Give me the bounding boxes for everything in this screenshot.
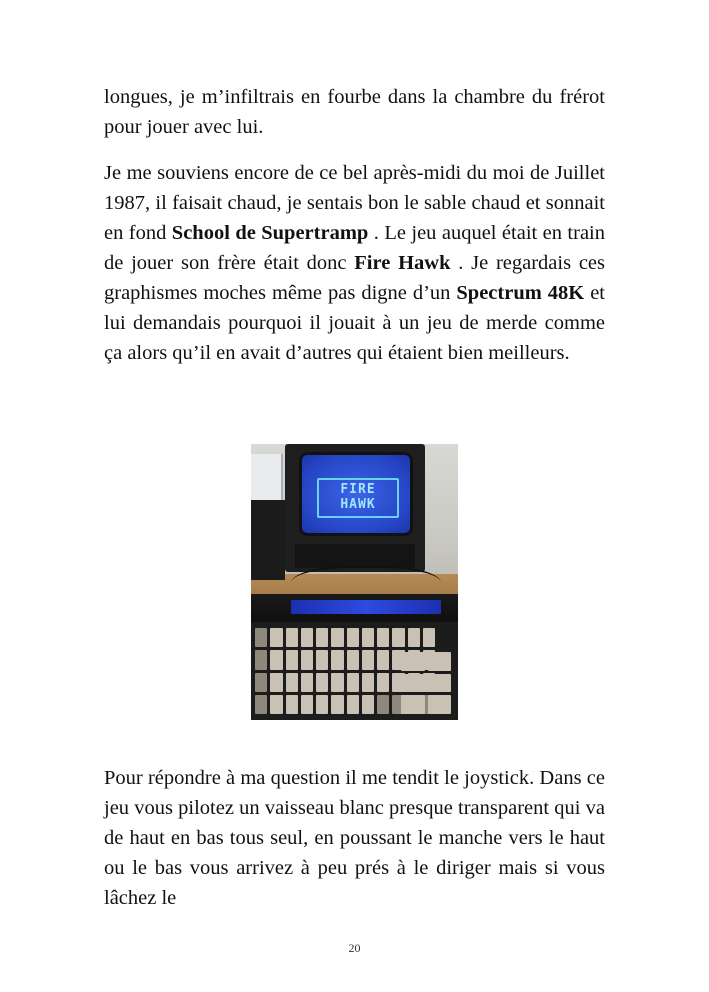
keyboard-key	[316, 650, 328, 669]
game-logo-text	[319, 482, 397, 512]
keyboard-key	[377, 673, 389, 692]
keyboard-key	[301, 628, 313, 647]
numpad-key	[428, 674, 452, 693]
paragraph-2-text-e: . Je regardais ces graphismes moches même pas digne d’un	[104, 252, 605, 304]
game-logo-frame	[317, 478, 399, 518]
photo-speaker	[251, 500, 285, 580]
keyboard-key	[331, 673, 343, 692]
keyboard-key	[377, 650, 389, 669]
keyboard-key	[331, 628, 343, 647]
keyboard-key	[423, 628, 435, 647]
paragraph-2-text-c: . Le jeu auquel était en train de jouer son frère était donc	[104, 222, 605, 274]
keyboard-key	[347, 673, 359, 692]
keyboard-key	[392, 628, 404, 647]
paragraph-3	[104, 763, 605, 913]
keyboard-key	[331, 650, 343, 669]
keyboard-key	[301, 695, 313, 714]
keyboard-key	[347, 650, 359, 669]
keyboard-key	[316, 673, 328, 692]
computer-blue-stripe	[291, 600, 441, 614]
keyboard-key	[255, 628, 267, 647]
numpad-key	[401, 674, 425, 693]
paragraph-2	[104, 158, 605, 368]
page-number: 20	[348, 941, 361, 955]
keyboard-key	[347, 695, 359, 714]
keyboard-key	[362, 695, 374, 714]
paragraph-1	[104, 82, 605, 142]
crt-screen	[299, 452, 413, 536]
keyboard-key	[286, 673, 298, 692]
keyboard-key	[255, 695, 267, 714]
keyboard-key	[408, 628, 420, 647]
keyboard-key	[347, 628, 359, 647]
keyboard-key	[286, 695, 298, 714]
paragraph-1-text: longues, je m’infiltrais en fourbe dans la chambre du frérot pour jouer avec lui.	[104, 86, 605, 138]
song-title: School de Supertramp	[171, 222, 369, 244]
numpad-key	[401, 695, 425, 714]
keyboard-key	[301, 673, 313, 692]
keyboard-key	[270, 673, 282, 692]
numpad-key	[401, 652, 425, 671]
keyboard-key	[331, 695, 343, 714]
crt-monitor	[285, 444, 425, 572]
fire-hawk-photo	[251, 444, 458, 720]
keyboard-key	[316, 628, 328, 647]
keyboard-key	[301, 650, 313, 669]
paragraph-2-text-g: et lui demandais pourquoi il jouait à un jeu de merde comme ça alors qu’il en avait d’autres qui étaient bien meilleurs.	[104, 282, 605, 364]
game-logo-line-2: HAWK	[340, 497, 376, 512]
numpad-key	[428, 695, 452, 714]
keyboard-numpad	[401, 652, 451, 714]
keyboard-key	[286, 628, 298, 647]
computer-keyboard	[251, 622, 458, 720]
keyboard-key	[377, 695, 389, 714]
paragraph-3-text: Pour répondre à ma question il me tendit le joystick. Dans ce jeu vous pilotez un vaisseau blanc presque transparent qui va de haut en bas tous seul, en poussant le manche vers le haut ou le bas vous arrivez à peu prés à le diriger mais si vous lâchez le	[104, 767, 605, 909]
keyboard-key	[362, 628, 374, 647]
keyboard-key	[270, 628, 282, 647]
keyboard-key	[316, 695, 328, 714]
keyboard-key	[255, 673, 267, 692]
keyboard-key	[270, 695, 282, 714]
game-logo-line-1: FIRE	[340, 482, 376, 497]
keyboard-key	[362, 673, 374, 692]
monitor-base	[295, 544, 415, 568]
computer-name: Spectrum 48K	[456, 282, 585, 304]
numpad-key	[428, 652, 452, 671]
keyboard-key	[377, 628, 389, 647]
keyboard-key	[270, 650, 282, 669]
keyboard-key	[255, 650, 267, 669]
paragraph-2-text-a: Je me souviens encore de ce bel après-midi du moi de Juillet 1987, il faisait chaud, je sentais bon le sable chaud et sonnait en fond	[104, 162, 605, 244]
game-title: Fire Hawk	[354, 252, 451, 274]
keyboard-key	[286, 650, 298, 669]
keyboard-key	[362, 650, 374, 669]
